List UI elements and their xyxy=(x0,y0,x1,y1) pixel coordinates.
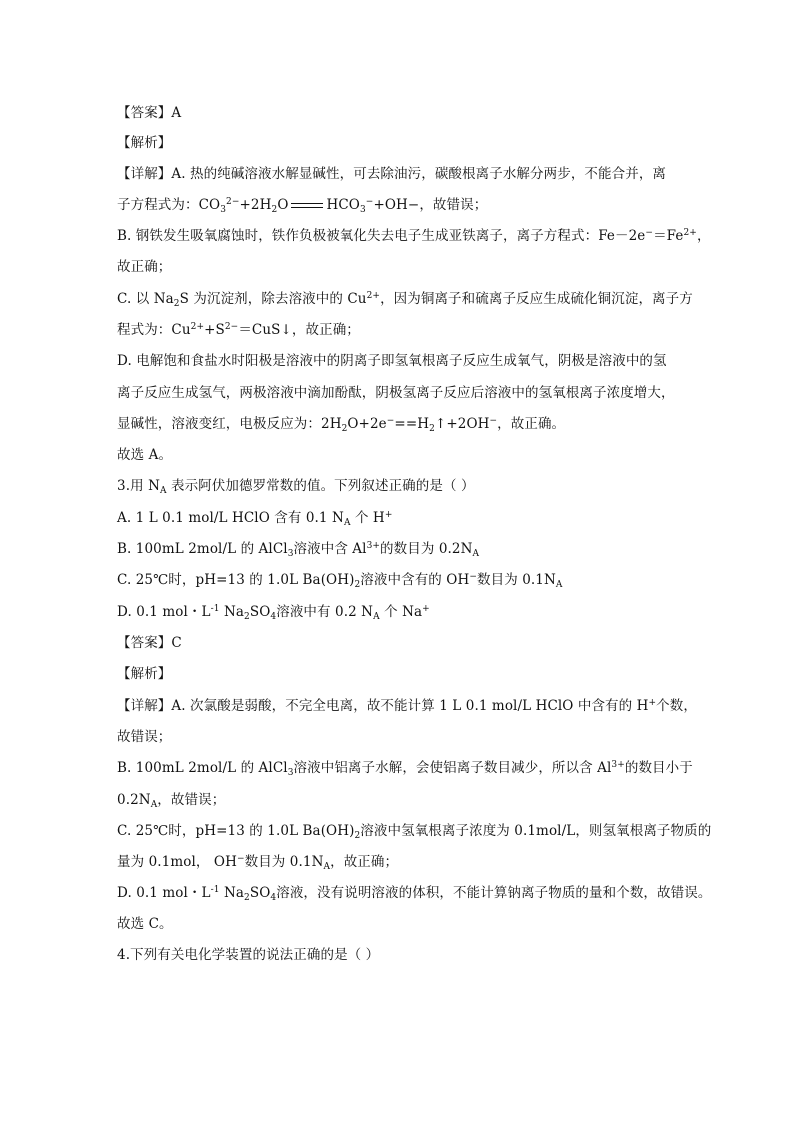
q3-option-a: A. 1 L 0.1 mol/L HClO 含有 0.1 $N_A$ 个 H+ xyxy=(117,510,393,528)
q2-detail-d-line2: 离子反应生成氢气，两极溶液中滴加酚酞，阴极氢离子反应后溶液中的氢氧根离子浓度增大， xyxy=(117,385,675,401)
q2-detail-c-line2: 程式为：$Cu^{2+}+S^{2-}=CuS↓$，故正确； xyxy=(117,322,360,338)
q3-answer: 【答案】C xyxy=(117,635,182,651)
q3-detail-d-line1: D. 0.1 mol・$L^{-1}$ $Na_2SO_4$溶液，没有说明溶液的体积，不能计算钠离子物质的量和个数，故错误。 xyxy=(117,885,712,903)
q2-answer: 【答案】A xyxy=(117,105,182,121)
q3-detail-b-line2: $0.2N_A$，故错误； xyxy=(117,792,226,810)
q3-option-b: B. 100mL 2mol/L 的 AlCl$_3$溶液中含 $Al^{3+}$的数目为 $0.2N_A$ xyxy=(117,541,480,559)
q3-stem: 3.用 $N_A$ 表示阿伏加德罗常数的值。下列叙述正确的是（ ） xyxy=(117,478,475,496)
q3-option-c: C. 25℃时，pH=13 的 1.0L $Ba(OH)_2$溶液中含有的 OH−数目为 $0.1N_A$ xyxy=(117,572,563,590)
q3-detail-a-line2: 故错误； xyxy=(117,729,172,745)
q3-choice: 故选 C。 xyxy=(117,916,173,932)
q2-detail-b-line2: 故正确； xyxy=(117,259,172,275)
q2-detail-d-line1: D. 电解饱和食盐水时阳极是溶液中的阴离子即氢氧根离子反应生成氧气，阴极是溶液中的氢 xyxy=(117,353,667,369)
q3-detail-a-line1: 【详解】A. 次氯酸是弱酸，不完全电离，故不能计算 1 L 0.1 mol/L HClO 中含有的 H+个数， xyxy=(117,698,697,714)
q2-detail-a-line1: 【详解】A. 热的纯碱溶液水解显碱性，可去除油污，碳酸根离子水解分两步，不能合并，离 xyxy=(117,166,667,182)
q2-choice: 故选 A。 xyxy=(117,447,173,463)
q2-detail-a-line2: 子方程式为：$CO_3^{2-}+2H_2O$ $HCO_3^-+OH-$，故错误； xyxy=(117,197,488,215)
q3-option-d: D. 0.1 mol・$L^{-1}$ $Na_2SO_4$溶液中有 0.2 $N_A$ 个 Na+ xyxy=(117,604,430,622)
q3-analysis-heading: 【解析】 xyxy=(117,666,172,682)
q3-detail-b-line1: B. 100mL 2mol/L 的 AlCl$_3$溶液中铝离子水解，会使铝离子数目减少，所以含 $Al^{3+}$的数目小于 xyxy=(117,760,693,778)
q3-detail-c-line1: C. 25℃时，pH=13 的 1.0L $Ba(OH)_2$溶液中氢氧根离子浓度为 0.1mol/L，则氢氧根离子物质的 xyxy=(117,823,712,841)
q3-detail-c-line2: 量为 0.1mol， OH−数目为 $0.1N_A$，故正确； xyxy=(117,854,399,872)
q2-detail-d-line3: 显碱性，溶液变红，电极反应为：$2H_2O+2e^-==H_2↑+2OH^-$，故正确。 xyxy=(117,416,566,434)
equilibrium-arrow-icon xyxy=(289,201,325,211)
q2-detail-b-line1: B. 钢铁发生吸氧腐蚀时，铁作负极被氧化失去电子生成亚铁离子，离子方程式：$Fe-2e^-=Fe^{2+}$， xyxy=(117,228,711,244)
q2-analysis-heading: 【解析】 xyxy=(117,135,172,151)
q2-detail-c-line1: C. 以 $Na_2S$ 为沉淀剂，除去溶液中的 $Cu^{2+}$，因为铜离子和硫离子反应生成硫化铜沉淀，离子方 xyxy=(117,291,693,309)
q4-stem: 4.下列有关电化学装置的说法正确的是（ ） xyxy=(117,947,380,963)
